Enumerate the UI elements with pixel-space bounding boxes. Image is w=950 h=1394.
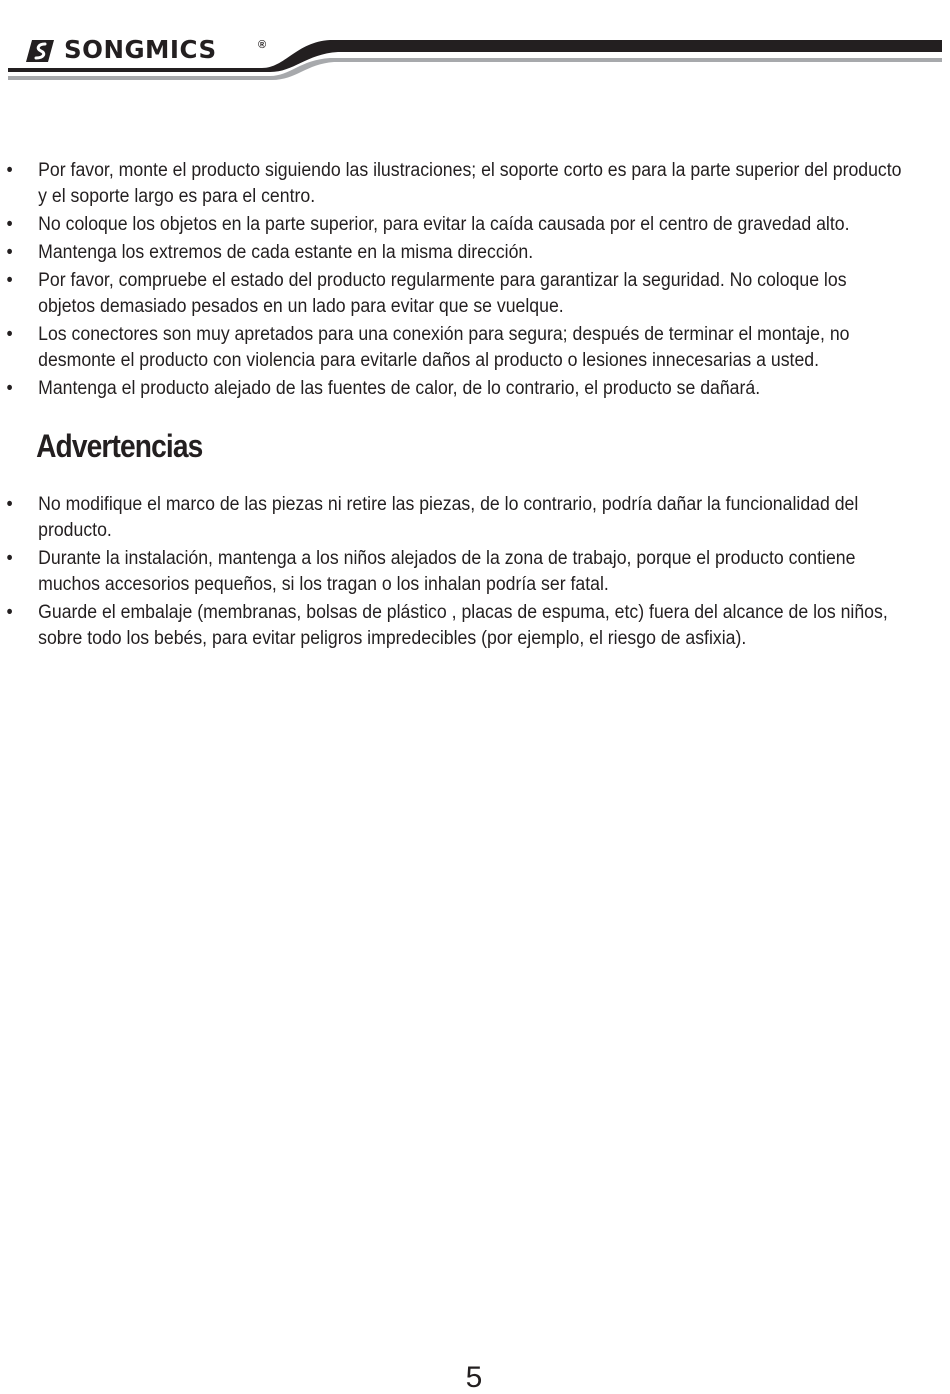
bullet-icon: • (6, 160, 13, 181)
warnings-heading: Advertencias (36, 428, 203, 464)
bullet-icon: • (6, 494, 13, 515)
manual-content (0, 158, 950, 654)
list-item-text: Los conectores son muy apretados para una conexión para segura; después de terminar el montaje, no desmonte el producto con violencia para evitarle daños al producto o lesiones innecesarias a usted. (38, 324, 850, 371)
list-item-text: No modifique el marco de las piezas ni retire las piezas, de lo contrario, podría dañar la funcionalidad del producto. (38, 494, 859, 541)
list-item (0, 212, 911, 238)
list-item-text: Mantenga los extremos de cada estante en la misma dirección. (38, 242, 534, 263)
brand-wordmark: SONGMICS (64, 35, 217, 64)
bullet-icon: • (6, 324, 13, 345)
list-item-text: Mantenga el producto alejado de las fuentes de calor, de lo contrario, el producto se dañará. (38, 378, 761, 399)
warnings-list (0, 492, 950, 652)
list-item-text: No coloque los objetos en la parte superior, para evitar la caída causada por el centro de gravedad alto. (38, 214, 850, 235)
list-item (0, 158, 911, 210)
list-item-text: Guarde el embalaje (membranas, bolsas de plástico , placas de espuma, etc) fuera del alcance de los niños, sobre todo los bebés, para evitar peligros impredecibles (por ejemplo, el riesgo de asfixia). (38, 602, 888, 649)
bullet-icon: • (6, 548, 13, 569)
bullet-icon: • (6, 242, 13, 263)
bullet-icon: • (6, 270, 13, 291)
songmics-s-logo-icon (26, 40, 54, 62)
list-item (0, 546, 911, 598)
notes-list (0, 158, 950, 402)
list-item (0, 600, 911, 652)
page-number: 5 (465, 1361, 483, 1394)
page-header (0, 0, 950, 90)
bullet-icon: • (6, 602, 13, 623)
list-item-text: Durante la instalación, mantenga a los niños alejados de la zona de trabajo, porque el producto contiene muchos accesorios pequeños, si los tragan o los inhalan podría ser fatal. (38, 548, 856, 595)
bullet-icon: • (6, 214, 13, 235)
list-item (0, 492, 911, 544)
list-item (0, 322, 911, 374)
list-item (0, 268, 911, 320)
list-item-text: Por favor, monte el producto siguiendo las ilustraciones; el soporte corto es para la parte superior del producto y el soporte largo es para el centro. (38, 160, 902, 207)
list-item (0, 376, 911, 402)
list-item (0, 240, 911, 266)
registered-trademark: ® (258, 39, 267, 51)
list-item-text: Por favor, compruebe el estado del producto regularmente para garantizar la seguridad. No coloque los objetos demasiado pesados en un lado para evitar que se vuelque. (38, 270, 847, 317)
bullet-icon: • (6, 378, 13, 399)
